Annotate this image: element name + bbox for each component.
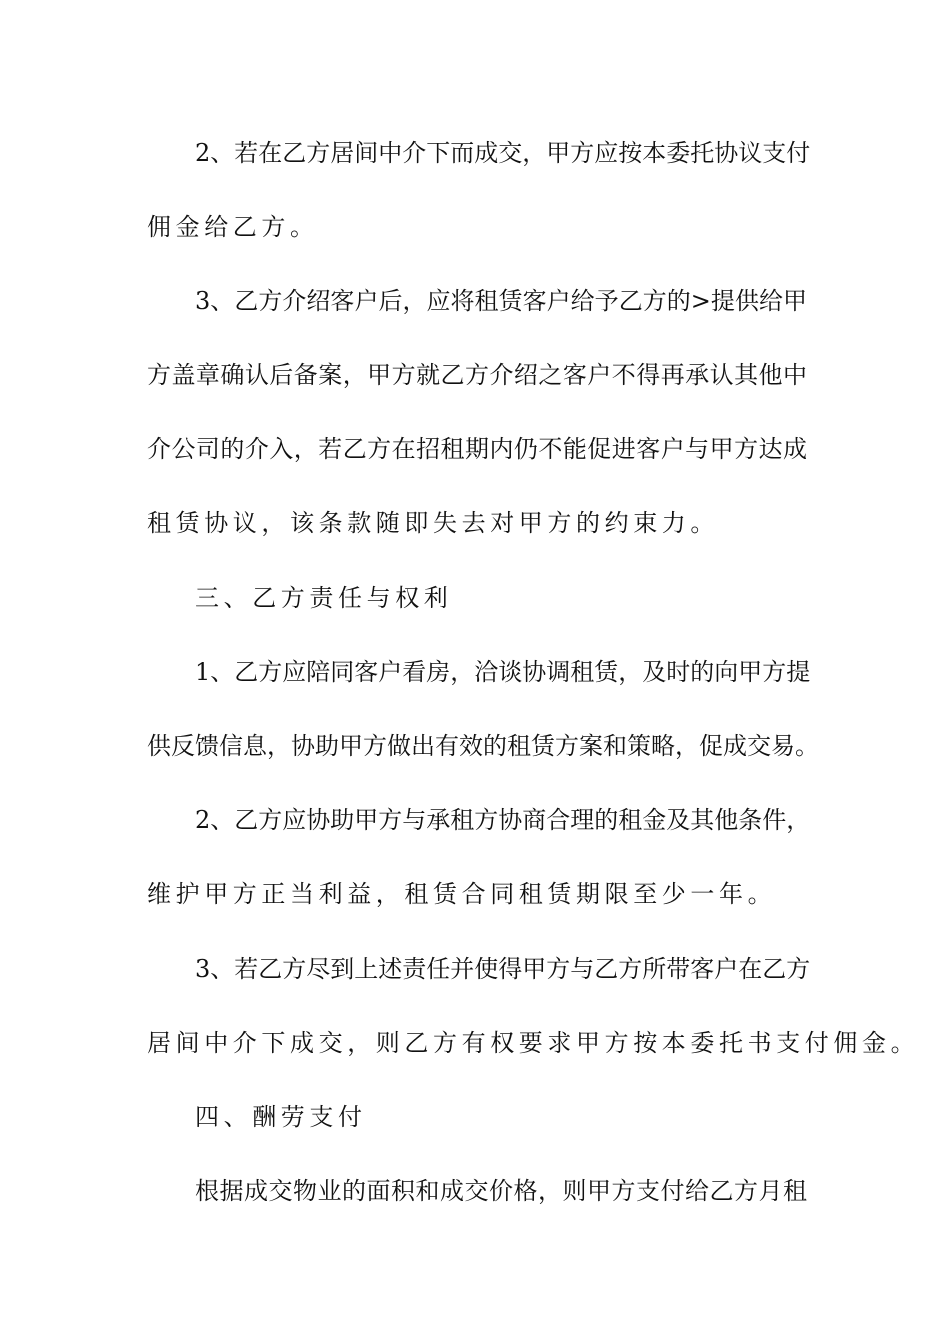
paragraph-line: 方盖章确认后备案，甲方就乙方介绍之客户不得再承认其他中 [147, 361, 807, 389]
paragraph-line: 介公司的介入，若乙方在招租期内仍不能促进客户与甲方达成 [147, 435, 807, 463]
paragraph-line: 租赁协议，该条款随即失去对甲方的约束力。 [147, 509, 719, 537]
paragraph-line: 根据成交物业的面积和成交价格，则甲方支付给乙方月租 [195, 1177, 807, 1205]
paragraph-line: 1、乙方应陪同客户看房，洽谈协调租赁，及时的向甲方提 [195, 658, 811, 686]
section-heading: 三、乙方责任与权利 [195, 584, 453, 612]
section-heading: 四、酬劳支付 [195, 1103, 367, 1131]
paragraph-line: 3、若乙方尽到上述责任并使得甲方与乙方所带客户在乙方 [195, 955, 811, 983]
paragraph-line: 2、乙方应协助甲方与承租方协商合理的租金及其他条件， [195, 806, 811, 834]
paragraph-line: 2、若在乙方居间中介下而成交，甲方应按本委托协议支付 [195, 139, 811, 167]
paragraph-line: 3、乙方介绍客户后，应将租赁客户给予乙方的>提供给甲 [195, 287, 807, 315]
paragraph-line: 佣金给乙方。 [147, 213, 319, 241]
paragraph-line: 居间中介下成交，则乙方有权要求甲方按本委托书支付佣金。 [147, 1029, 920, 1057]
paragraph-line: 维护甲方正当利益，租赁合同租赁期限至少一年。 [147, 880, 777, 908]
paragraph-line: 供反馈信息，协助甲方做出有效的租赁方案和策略，促成交易。 [147, 732, 819, 760]
